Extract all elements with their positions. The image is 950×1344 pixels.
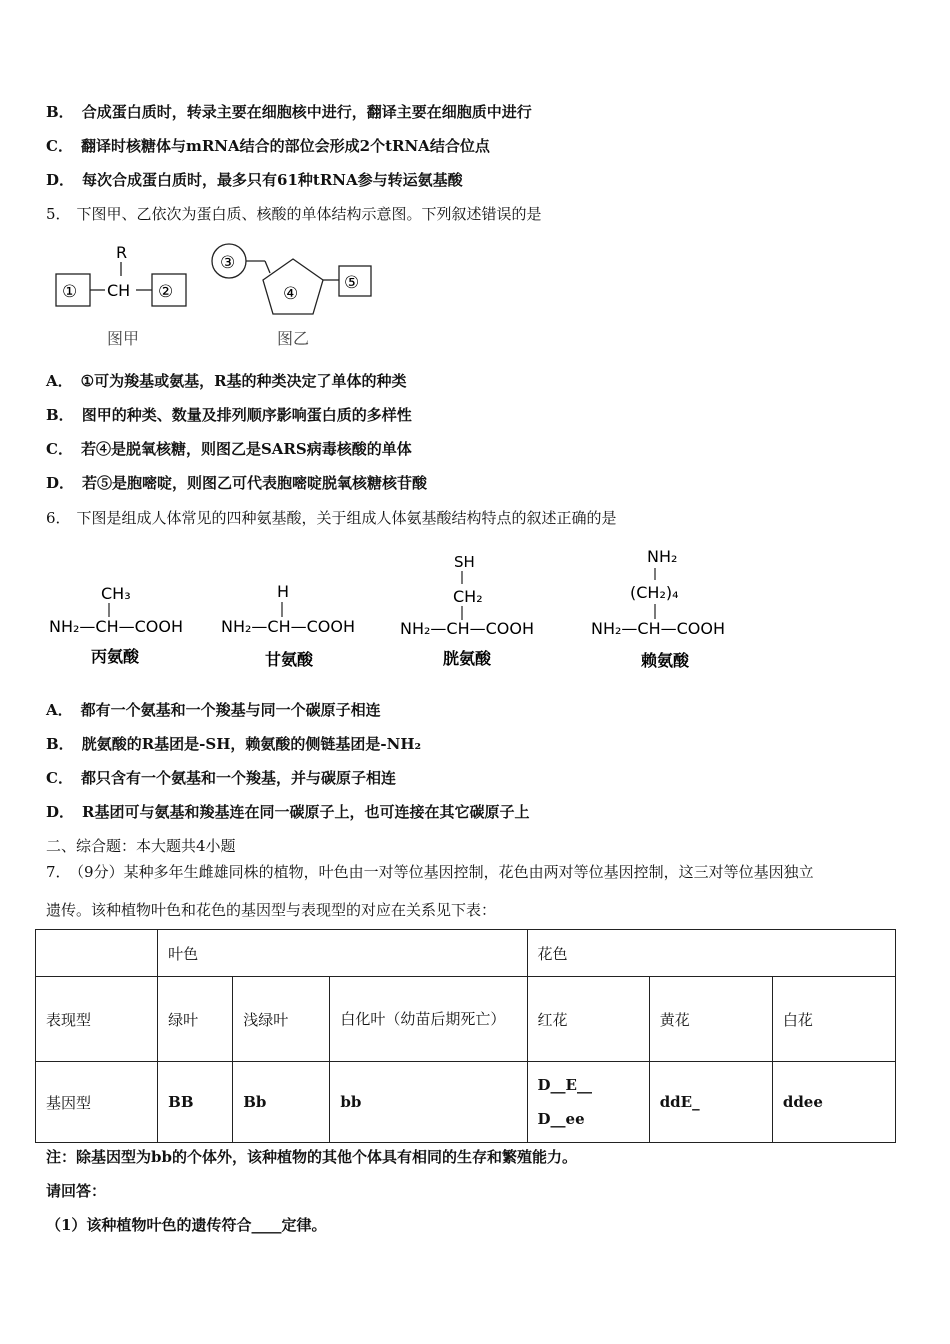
table-row-label: 表现型 (36, 977, 158, 1062)
q4-option-d (46, 170, 463, 190)
amino-acid-lysine (591, 547, 725, 670)
q7-subquestion-1: （1）该种植物叶色的遗传符合____定律。 (46, 1216, 327, 1234)
table-cell: 白花 (772, 977, 895, 1062)
option-text: 若⑤是胞嘧啶，则图乙可代表胞嘧啶脱氧核糖核苷酸 (82, 474, 428, 492)
q6-option-b (46, 734, 421, 754)
question-text: 下图是组成人体常见的四种氨基酸，关于组成人体氨基酸结构特点的叙述正确的是 (76, 509, 617, 527)
question-number: 5． (46, 205, 71, 223)
table-cell (36, 930, 158, 977)
option-letter: D． (46, 803, 75, 821)
option-text: R基团可与氨基和羧基连在同一碳原子上，也可连接在其它碳原子上 (82, 803, 530, 821)
table-header-row (36, 930, 896, 977)
table-cell: 白化叶（幼苗后期死亡） (330, 977, 527, 1062)
q4-option-c (46, 136, 490, 156)
option-letter: A． (46, 372, 73, 390)
table-header-flower-color: 花色 (527, 930, 895, 977)
genotype-red-1: D__E__ (537, 1076, 592, 1094)
question-number: 6． (46, 509, 71, 527)
question-score: （9分） (76, 863, 124, 881)
backbone-label: NH₂—CH—COOH (400, 619, 535, 638)
table-cell: ddE_ (649, 1062, 772, 1143)
q5-option-b (46, 405, 412, 425)
option-letter: A． (46, 701, 73, 719)
option-text: ①可为羧基或氨基，R基的种类决定了单体的种类 (80, 372, 407, 390)
option-letter: C． (46, 137, 73, 155)
amino-acid-name: 甘氨酸 (265, 650, 314, 669)
section-title: 二、综合题：本大题共4小题 (46, 837, 236, 855)
r-group-label: R (116, 243, 128, 262)
question-text: 某种多年生雌雄同株的植物，叶色由一对等位基因控制，花色由两对等位基因控制，这三对等位基因独立 (123, 863, 814, 881)
option-text: 翻译时核糖体与mRNA结合的部位会形成2个tRNA结合位点 (80, 137, 490, 155)
option-letter: B． (46, 406, 74, 424)
genotype-phenotype-table (35, 929, 896, 1143)
question-number: 7． (46, 863, 71, 881)
q7-prompt: 请回答： (46, 1182, 107, 1200)
option-letter: B． (46, 735, 74, 753)
q5-option-a (46, 371, 407, 391)
backbone-label: NH₂—CH—COOH (49, 617, 184, 636)
table-header-leaf-color: 叶色 (158, 930, 527, 977)
q6-option-a (46, 700, 381, 720)
amino-acid-name: 丙氨酸 (91, 647, 140, 666)
table-cell: ddee (772, 1062, 895, 1143)
figure-caption: 图乙 (277, 329, 310, 348)
table-cell (527, 1062, 649, 1143)
q5-option-c (46, 439, 412, 459)
side-chain-label: SH (454, 553, 475, 571)
table-cell: 浅绿叶 (233, 977, 330, 1062)
q7-note: 注：除基因型为bb的个体外，该种植物的其他个体具有相同的生存和繁殖能力。 (46, 1148, 577, 1166)
option-text: 合成蛋白质时，转录主要在细胞核中进行，翻译主要在细胞质中进行 (81, 103, 532, 121)
pentagon-label: ④ (283, 284, 299, 304)
side-chain-label: NH₂ (647, 547, 678, 566)
q6-option-c (46, 768, 396, 788)
q5-option-d (46, 473, 427, 493)
side-chain-label: H (277, 582, 290, 601)
amino-acid-alanine (49, 584, 183, 666)
table-cell: bb (330, 1062, 527, 1143)
q7-stem-line2: 遗传。该种植物叶色和花色的基因型与表现型的对应在关系见下表： (46, 901, 497, 919)
circle-label: ③ (220, 253, 236, 273)
amino-acids-figure (45, 540, 775, 675)
figure-caption: 图甲 (107, 329, 140, 348)
q6-option-d (46, 802, 530, 822)
amino-acid-name: 胱氨酸 (443, 649, 492, 668)
figure-yi (205, 240, 385, 352)
genotype-red-2: D__ee (537, 1110, 585, 1128)
q5-stem (46, 204, 542, 224)
option-letter: D． (46, 171, 75, 189)
q4-option-b (46, 102, 532, 122)
amino-acid-name: 赖氨酸 (641, 651, 690, 670)
option-text: 每次合成蛋白质时，最多只有61种tRNA参与转运氨基酸 (82, 171, 463, 189)
q7-stem-line1 (46, 862, 814, 882)
option-letter: D． (46, 474, 75, 492)
backbone-label: NH₂—CH—COOH (591, 619, 726, 638)
q6-stem (46, 508, 617, 528)
amino-acid-glycine (221, 582, 355, 669)
figure-jia (50, 240, 200, 352)
table-row-genotype (36, 1062, 896, 1143)
option-text: 都有一个氨基和一个羧基与同一个碳原子相连 (80, 701, 381, 719)
side-chain-label: CH₂ (453, 587, 483, 606)
option-text: 都只含有一个氨基和一个羧基，并与碳原子相连 (80, 769, 396, 787)
side-chain-label: CH₃ (101, 584, 131, 603)
table-row-phenotype (36, 977, 896, 1062)
table-cell: Bb (233, 1062, 330, 1143)
option-letter: B． (46, 103, 74, 121)
right-box-label: ② (158, 282, 174, 302)
table-cell: 红花 (527, 977, 649, 1062)
option-text: 若④是脱氧核糖，则图乙是SARS病毒核酸的单体 (80, 440, 412, 458)
option-letter: C． (46, 440, 73, 458)
box-label: ⑤ (344, 273, 360, 293)
side-chain-label: (CH₂)₄ (630, 583, 679, 602)
center-carbon: CH (107, 281, 131, 300)
table-cell: BB (158, 1062, 233, 1143)
table-cell: 绿叶 (158, 977, 233, 1062)
table-row-label: 基因型 (36, 1062, 158, 1143)
backbone-label: NH₂—CH—COOH (221, 617, 356, 636)
option-text: 图甲的种类、数量及排列顺序影响蛋白质的多样性 (81, 406, 412, 424)
option-text: 胱氨酸的R基团是-SH，赖氨酸的侧链基团是-NH₂ (81, 735, 422, 753)
amino-acid-cystine (400, 553, 534, 668)
table-cell: 黄花 (649, 977, 772, 1062)
left-box-label: ① (62, 282, 78, 302)
question-text: 下图甲、乙依次为蛋白质、核酸的单体结构示意图。下列叙述错误的是 (76, 205, 542, 223)
option-letter: C． (46, 769, 73, 787)
